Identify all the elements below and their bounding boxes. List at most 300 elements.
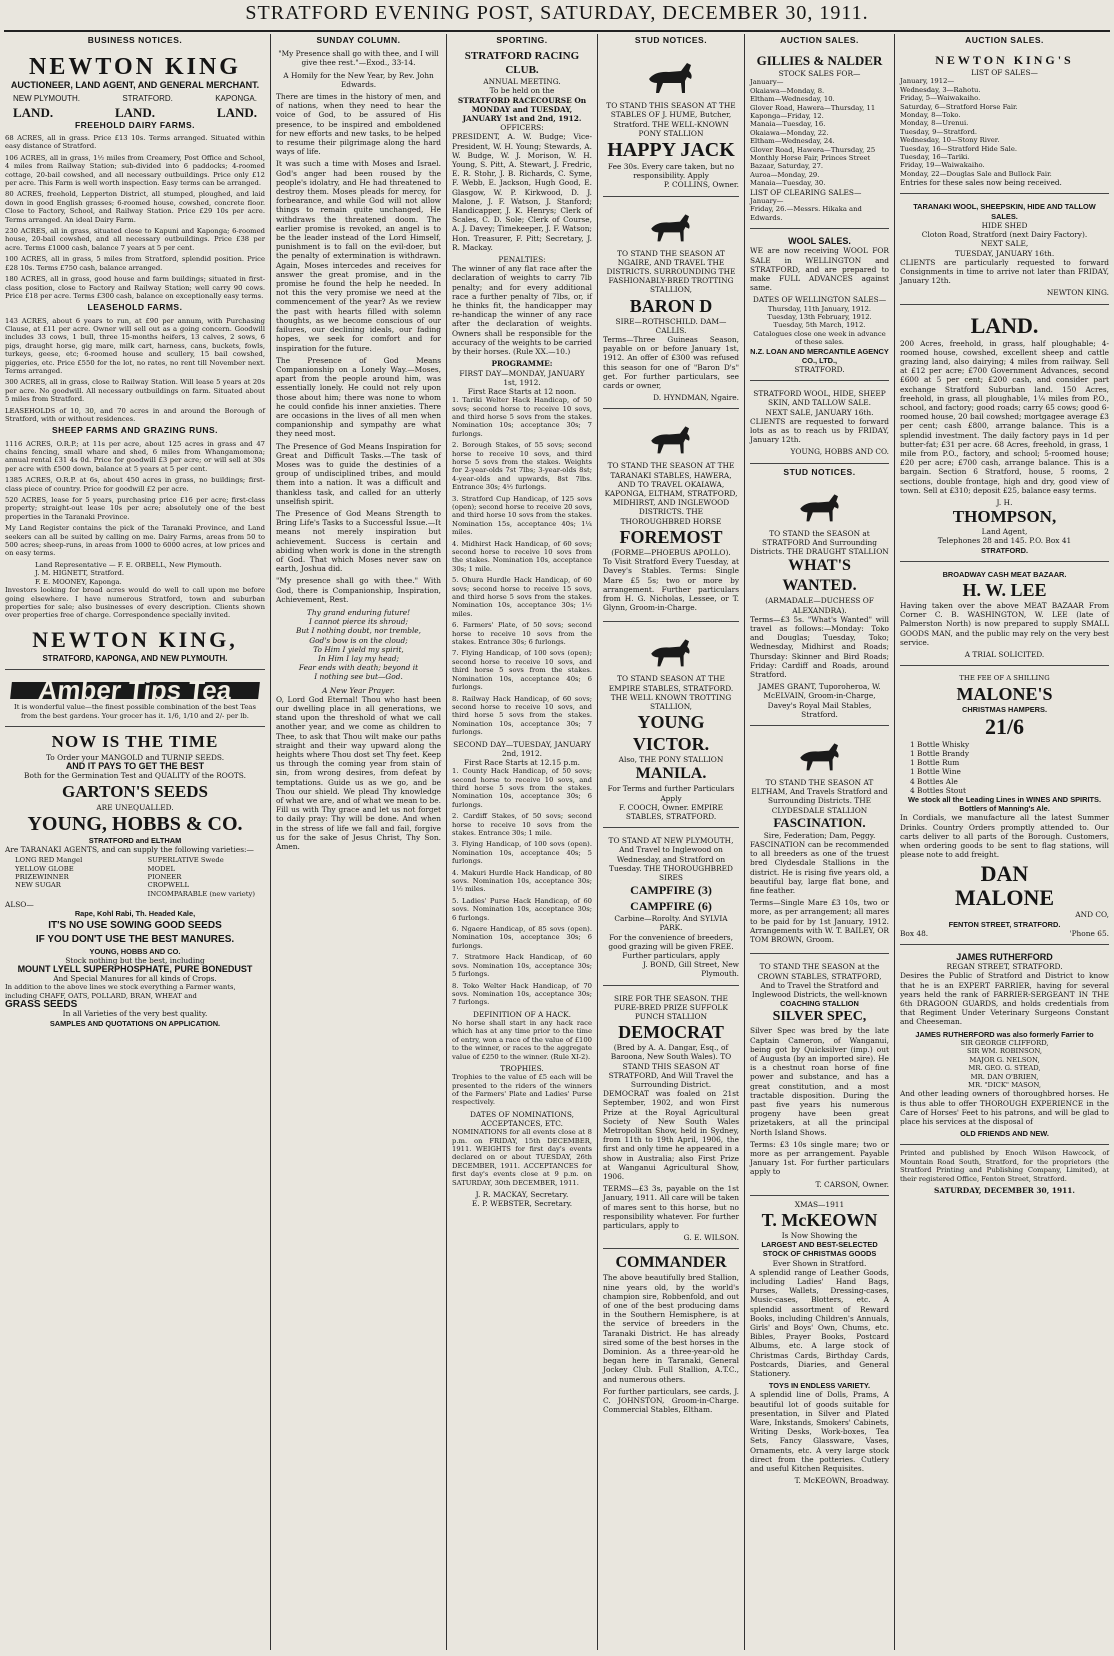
ad-headline: IF YOU DON'T USE THE BEST MANURES. xyxy=(35,933,235,945)
ad-headline: WOOL SALES. xyxy=(788,236,851,247)
ad-owner: P. COLLINS, Owner. xyxy=(663,180,739,190)
wool-sales-ad xyxy=(750,233,889,381)
column-auction-sales xyxy=(745,34,894,1650)
sale-date: Tuesday, 5th March, 1912. xyxy=(773,321,866,330)
race-entry: 7. Flying Handicap, of 100 sovs (open); second horse to receive 10 sovs, and third horse 5 sovs from the stakes. Nomination 10s, acceptance 40s; 6 furlongs. xyxy=(452,649,592,692)
column-sunday xyxy=(271,34,446,1650)
ad-line: JAMES RUTHERFORD was also formerly Farrier to xyxy=(915,1029,1094,1039)
client-name: MR. DAN O'BRIEN, xyxy=(970,1072,1039,1081)
ad-line: STOCK SALES FOR— xyxy=(778,69,861,79)
meeting-line: STRATFORD RACECOURSE On xyxy=(457,95,587,105)
advertiser-name: YOUNG, HOBBS & CO. xyxy=(27,812,243,835)
ad-intro: TO STAND THIS SEASON AT THE STABLES OF J. HUME, Butcher, Stratford. THE WELL-KNOWN PONY STALLION xyxy=(606,101,736,138)
race-entry: 6. Ngaere Handicap, of 85 sovs (open). Nomination 10s, acceptance 30s; 6 furlongs. xyxy=(452,925,592,950)
stallion-name: MANILA. xyxy=(635,765,707,783)
paragraph: The Presence of God Means Strength to Bring Life's Tasks to a Successful Issue.—It means not merely inspiration but achievement. Success is certain and abiding when work is done in the strength of God. That which Moses never saw on earth, Joshua did. xyxy=(276,508,441,574)
hamper-list xyxy=(910,740,1109,795)
officers-text: PRESIDENT, A. W. Budge; Vice-President, W. H. Young; Stewards, A. W. Budge, W. J. Morison, W. H. Young, S. Pitt, A. Stewart, J. Fredric, E. R. Stohr, J. B. Richards, C. Syme, F. Webb, E. Jackson, Hugh Good, E. Glasgow, W. P. Kirkwood, D. J. Malone, J. F. Watson, J. Stanford; Handicapper, J. K. Henrys; Clerk of Scales, C. D. Sole; Clerk of Course, A. J. Davey; Timekeeper, J. F. Watson; Hon. Treasurer, F. Pitt; Secretary, J. R. Mackay. xyxy=(452,132,592,252)
foremost-ad xyxy=(603,413,739,622)
seed-variety: LONG RED Mangel xyxy=(15,856,83,865)
ad-owner: G. E. WILSON. xyxy=(683,1233,739,1243)
listing: 1116 ACRES, O.R.P.; at 11s per acre, about 125 acres in grass and 47 chains fencing, small whare and shed, 6 miles from Whangamomona; annual rental £31 4s 0d. Price for goodwill £3 per acre; or will sell at 30s per acre with £500 down, balance at 5 years at 5 per cent. xyxy=(5,439,265,473)
ad-line: NEXT SALE, xyxy=(980,239,1029,249)
advertiser-name: THOMPSON, xyxy=(952,507,1057,527)
section-header: AUCTION SALES. xyxy=(965,35,1044,45)
hamper-item: 4 Bottles Ale xyxy=(910,776,958,786)
sale-item: Tuesday, 9—Stratford. xyxy=(900,127,977,136)
paragraph: It was such a time with Moses and Israel. God's anger had been roused by the people's idolatry, and He had threatened to destroy them. Moses pleads for mercy, for forbearance, and while God will not allow things to remain quite unchanged, He withdraws the threatened doom. The earlier promise is revoked, an angel is to be the leader instead of the Lord Himself, punishment is to fall on the evil-doer, but the penalty of extermination is withdrawn. Again, Moses intercedes and receives for answer the great promise, and in the promise he found the help he needed. In not this the very promise we need at the commencement of the year? As we review the past with hearts filled with solemn thoughts, as we become conscious of our failures, our declining ideals, our fading hopes, we seek for comfort and for inspiration for the future. xyxy=(276,159,441,353)
malone-hampers-ad xyxy=(900,670,1109,945)
ad-headline: BROADWAY CASH MEAT BAZAAR. xyxy=(942,569,1067,579)
advertiser-name: MALONE xyxy=(955,885,1054,911)
ad-body: WE are now receiving WOOL FOR SALE in WELLINGTON and STRATFORD, and are prepared to make FULL ADVANCES against same. xyxy=(750,246,889,293)
ad-line: LARGEST AND BEST-SELECTED xyxy=(761,1240,878,1250)
sale-item: Wednesday, 10—Stony River. xyxy=(900,136,1000,145)
ad-line: In addition to the above lines we stock everything a Farmer wants, including CHAFF, OATS, POLLARD, BRAN, WHEAT and xyxy=(5,983,236,1000)
seed-list xyxy=(148,856,255,898)
ad-line: Are TARANAKI AGENTS, and can supply the following varieties:— xyxy=(5,844,254,854)
ad-line: COACHING STALLION xyxy=(780,999,859,1009)
advertiser-name: NEWTON KING, xyxy=(32,626,238,652)
ad-intro: TO STAND THE SEASON AT ELTHAM, And Travels Stratford and Surrounding Districts. THE CLYDESDALE STALLION xyxy=(751,778,888,815)
ad-body: Desires the Public of Stratford and District to know that he is an EXPERT FARRIER, having for several years held the rank of FARRIER-SERGEANT IN THE 6th DRAGOON GUARDS, and holds credentials from that Regiment Under Veterinary Surgeons Constant and Cheeseman. xyxy=(900,971,1109,1027)
advertiser-tagline: AUCTIONEER, LAND AGENT, AND GENERAL MERCHANT. xyxy=(10,80,260,91)
ad-headline: IT'S NO USE SOWING GOOD SEEDS xyxy=(48,919,222,931)
column-auction-sales-2 xyxy=(895,34,1114,1650)
ad-intro: SIRE FOR THE SEASON. THE PURE-BRED PRIZE SUFFOLK PUNCH STALLION xyxy=(614,993,728,1021)
poem-line: I nothing see but—God. xyxy=(314,672,403,682)
stallion-name: COMMANDER xyxy=(615,1254,727,1272)
ad-owner: YOUNG, HOBBS AND CO. xyxy=(790,447,889,457)
meeting-line: JANUARY 1st and 2nd, 1912. xyxy=(462,114,582,124)
ad-intro: TO STAND THE SEASON AT NGAIRE, AND TRAVEL THE DISTRICTS. SURROUNDING THE FASHIONABLY-BRED TROTTING STALLION, xyxy=(606,248,736,295)
ad-terms: TERMS—£3 3s, payable on the 1st January, 1911. All care will be taken of mares sent to this horse, but no responsibility whatever. For further particulars, apply to xyxy=(603,1184,739,1231)
newton-king-ad xyxy=(5,49,265,670)
race-entry: 4. Midhirst Hack Handicap, of 60 sovs; second horse to receive 10 sovs from the stakes. Nomination 10s, acceptance 30s; 1 mile. xyxy=(452,539,592,573)
thompson-land-ad xyxy=(900,309,1109,562)
sale-item: Tuesday, 16—Tariki. xyxy=(900,153,970,162)
ad-body: And other leading owners of thoroughbred horses. He is thus able to offer THOROUGH EXPERIENCE in the Care of Horses' Feet to his patrons, and will be glad to place his services at the disposal of xyxy=(900,1089,1109,1126)
race-entry: 5. Ohura Hurdle Hack Handicap, of 60 sovs; second horse to receive 15 sovs, and third horse 5 sovs from the stakes. Nomination 10s, acceptance 30s; 1½ miles. xyxy=(452,576,592,618)
issue-date: SATURDAY, DECEMBER 30, 1911. xyxy=(934,1185,1075,1195)
club-name: STRATFORD RACING CLUB. xyxy=(464,50,580,77)
ad-line: Rape, Kohl Rabi, Th. Headed Kale, xyxy=(74,909,196,919)
ad-line: January— xyxy=(750,196,784,205)
ad-line: Stock nothing but the best, including xyxy=(65,955,205,965)
subsection-title: PENALTIES: xyxy=(498,255,546,265)
listing: LEASEHOLDS of 10, 30, and 70 acres in and around the Borough of Stratford, with or without residences. xyxy=(5,406,265,423)
article-title: A Homily for the New Year, by Rev. John Edwards. xyxy=(283,70,434,89)
masthead: STRATFORD EVENING POST, SATURDAY, DECEMBER 30, 1911. xyxy=(245,2,869,24)
ad-terms: To Visit Stratford Every Tuesday, at Davey's Stables. Terms: Single Mare £5 5s; two or more by arrangement. Further particulars from H. G. Nicholas, Lessee, or T. Glynn, Groom-in-Charge. xyxy=(603,557,739,613)
ad-line: Friday, 26.—Messrs. Hikaka and Edwards. xyxy=(750,205,862,222)
advertiser-locations: STRATFORD, KAPONGA, AND NEW PLYMOUTH. xyxy=(42,653,228,663)
horse-icon xyxy=(643,634,699,670)
ad-terms: Terms—Three Guineas Season, payable on or before January 1st, 1912. An offer of £300 was refused this season for one of "Baron D's" get. For further particulars, see cards or owner, xyxy=(603,335,739,391)
tea-banner: Amber Tips Tea xyxy=(10,682,260,699)
section-header: STUD NOTICES. xyxy=(634,35,708,45)
advertiser-name: DAN xyxy=(980,861,1029,887)
seed-variety: PRIZEWINNER xyxy=(15,872,69,881)
stallion-pedigree: Sire, Federation; Dam, Peggy. xyxy=(763,830,876,840)
mckeown-ad xyxy=(750,1200,889,1486)
race-entry: 4. Makuri Hurdle Hack Handicap, of 80 sovs. Nomination 10s, acceptance 30s; 1½ miles. xyxy=(452,868,592,894)
ad-headline: CHRISTMAS HAMPERS. xyxy=(962,704,1047,714)
contact-row xyxy=(900,929,1109,938)
ad-line: TUESDAY, JANUARY 16th. xyxy=(954,248,1055,258)
horse-icon xyxy=(641,57,701,97)
poem-line: In Him I lay my head; xyxy=(317,654,400,663)
hack-definition: No horse shall start in any hack race which has at any time prior to the time of entry, won a race of the value of £100 to the winner, or races to the aggregate value of £250 to the winner. (Rule XI-2). xyxy=(452,1018,592,1061)
ad-line: AND CO, xyxy=(1075,910,1109,920)
seed-variety: SUPERLATIVE Swede xyxy=(147,856,224,865)
ad-line: Carbine—Rorolty. And SYLVIA PARK. xyxy=(614,914,728,933)
happy-jack-ad xyxy=(603,49,739,196)
sale-item: Monday, 8—Toko. xyxy=(900,111,961,120)
stallion-pedigree: SIRE—ROTHSCHILD. DAM—CALLIS. xyxy=(615,316,727,335)
race-entry: 1. Tariki Welter Hack Handicap, of 50 sovs; second horse to receive 10 sovs, and third horse 5 sovs from the stakes. Nomination 10s; acceptance 30s; 7 furlongs. xyxy=(452,396,592,438)
section-header: STUD NOTICES. xyxy=(783,466,856,477)
silver-spec-ad xyxy=(750,958,889,1195)
seed-variety: YELLOW GLOBE xyxy=(15,864,74,873)
campfire-ad xyxy=(603,832,739,985)
ad-line: XMAS—1911 xyxy=(794,1199,845,1209)
commander-ad xyxy=(603,1253,739,1414)
advertiser-name: MALONE'S xyxy=(956,683,1053,704)
section-header: AUCTION SALES. xyxy=(780,35,859,45)
poem-line: To Him I yield my spirit, xyxy=(313,644,404,654)
po-box: Box 48. xyxy=(900,928,929,938)
listing: 180 ACRES, all in grass, good house and farm buildings; situated in first-class position, close to Factory and Railway Station; well carry 90 cows. Price £18 per acre. Terms £300 cash, balance on exceptionally easy terms. xyxy=(5,275,265,300)
ad-line: J. H. xyxy=(996,497,1013,507)
ad-line: LIST OF CLEARING SALES— xyxy=(750,187,862,197)
ad-line: (Bred by A. A. Dangar, Esq., of Baroona, New South Wales). TO STAND THIS SEASON AT STRATFORD, And Will Travel the Surrounding District. xyxy=(608,1043,734,1089)
paragraph: "My presence shall go with thee." With God, there is Companionship, Inspiration, Achievement, Rest. xyxy=(276,576,441,604)
subsection-title: PROGRAMME: xyxy=(491,359,553,369)
land-word: LAND. xyxy=(114,104,156,120)
race-entry: 7. Stratmore Hack Handicap, of 60 sovs. Nomination 10s, acceptance 30s; 5 furlongs. xyxy=(452,953,592,979)
tea-tagline: It is wonderful value—the finest possible combination of the best Teas from the best gardens. Your grocer has it. 1/6, 1/10 and 2/- per lb. xyxy=(14,703,256,720)
stallion-name: FOREMOST xyxy=(619,526,723,547)
ad-line: AND IT PAYS TO GET THE BEST xyxy=(65,761,205,772)
ad-body: CLIENTS are requested to forward lots as as to reach us by FRIDAY, January 12th. xyxy=(750,416,889,445)
client-name: SIR WM. ROBINSON, xyxy=(966,1047,1043,1056)
listing: 230 ACRES, all in grass, situated close to Kapuni and Kaponga; 6-roomed house, 20-bail cowshed, and all necessary outbuildings. Price £38 per acre. Terms £1000 cash, balance 7 years at 5 per cent. xyxy=(5,227,265,252)
race-entry: 2. Cardiff Stakes, of 50 sovs; second horse to receive 10 sovs from the stakes. Entrance 30s; 1 mile. xyxy=(452,812,592,837)
ad-owner: T. CARSON, Owner. xyxy=(815,1179,889,1189)
meeting-title: ANNUAL MEETING. xyxy=(483,77,561,87)
poem-line: Thy grand enduring future! xyxy=(306,607,411,617)
seed-varieties xyxy=(15,856,255,898)
stallion-name: YOUNG VICTOR. xyxy=(632,712,710,755)
poem-line: I cannot pierce its shroud; xyxy=(309,617,408,627)
section-header: SUNDAY COLUMN. xyxy=(316,35,401,45)
start-time: First Race Starts at 12.15 p.m. xyxy=(464,757,580,767)
ad-owner: JAMES GRANT, Tuporoheroa, W. McELVAIN, Groom-in-Charge, Davey's Royal Mail Stables, Stratford. xyxy=(758,682,881,719)
sale-item: Friday, 19—Waiwakaiho. xyxy=(900,161,985,170)
race-entry: 8. Railway Hack Handicap, of 60 sovs; second horse to receive 10 sovs, and third horse 5 sovs from the stakes. Nomination 10s, acceptance 30s; 7 furlongs. xyxy=(452,694,592,737)
section-header: BUSINESS NOTICES. xyxy=(87,35,183,45)
advertiser-name: N.Z. LOAN AND MERCANTILE AGENCY CO., LTD., xyxy=(750,346,889,365)
stallion-name: HAPPY JACK xyxy=(607,139,735,162)
ad-body: A splendid range of Leather Goods, including Ladies' Hand Bags, Purses, Wallets, Dressing-cases, Music-cases, Blotters, etc. A splendid assortment of Reward Books, including Children's Annuals, Girls' and Boys' Own, Chums, etc. Bibles, Prayer Books, Postcard Albums, etc. A large stock of Christmas Cards, Birthday Cards, Postcards, Diaries, and General Stationery. xyxy=(750,1267,889,1379)
democrat-ad xyxy=(603,990,739,1250)
ad-line: STRATFORD. xyxy=(980,545,1029,555)
penalties-text: The winner of any flat race after the declaration of weights to carry 7lb penalty; and for every additional race a further penalty of 7lbs, or, if he thinks fit, the handicapper may re-handicap the winner of any race after the declaration of weights. Owners shall be responsible for the accuracy of the weights to be carried by their horses. (Rule XX.—10.) xyxy=(452,264,593,357)
seed-variety: NEW SUGAR xyxy=(15,881,61,890)
ad-line: SAMPLES AND QUOTATIONS ON APPLICATION. xyxy=(49,1018,221,1028)
prayer-title: A New Year Prayer. xyxy=(322,685,395,695)
ad-line: YOUNG, HOBBS AND CO. xyxy=(89,946,181,956)
client-name: MAJOR G. NELSON, xyxy=(969,1055,1040,1064)
ad-line: Both for the Germination Test and QUALITY of the ROOTS. xyxy=(24,771,246,781)
day-title: FIRST DAY—MONDAY, JANUARY 1st, 1912. xyxy=(459,368,585,387)
ad-line: Is Now Showing the xyxy=(781,1230,858,1240)
ad-line: ALSO— xyxy=(5,900,34,910)
representative: Land Representative — F. E. ORBELL, New Plymouth. xyxy=(35,560,222,569)
secretary-signature: E. P. WEBSTER, Secretary. xyxy=(471,1199,573,1209)
land-banner xyxy=(13,104,257,120)
sale-list xyxy=(900,77,1109,178)
ad-line: STRATFORD. xyxy=(794,364,845,374)
sale-item: Eltham—Wednesday, 10. xyxy=(750,95,835,104)
subsection-title: FREEHOLD DAIRY FARMS. xyxy=(74,119,196,130)
ad-line: OLD FRIENDS AND NEW. xyxy=(960,1129,1049,1139)
day-title: SECOND DAY—TUESDAY, JANUARY 2nd, 1912. xyxy=(453,739,591,758)
ad-line: THE FEE OF A SHILLING xyxy=(959,674,1050,683)
poem-line: Fear ends with death; beyond it xyxy=(298,663,419,673)
ad-line: DATES OF WELLINGTON SALES— xyxy=(752,295,887,305)
advertiser-name: NEWTON KING'S xyxy=(935,53,1074,68)
baron-d-ad xyxy=(603,201,739,410)
ad-body: A splendid line of Dolls, Prams, A beautiful lot of goods suitable for presentation, in Silver and Plated Ware, Inkstands, Smokers' Cabinets, Writing Desks, Work-boxes, Tea Sets, Fancy Glassware, Vases, Ornaments, etc. A very large stock direct from the potteries. Cutlery and useful Kitchen Requisites. xyxy=(750,1390,889,1474)
ad-body: Having taken over the above MEAT BAZAAR From Corner C. B. WASHINGTON, W. LEE (late of Palmerston North) is now prepared to supply SMALL GOODS MAN, and the public may rely on the very best service. xyxy=(900,600,1109,647)
ad-body: In Cordials, we manufacture all the latest Summer Drinks. Country Orders promptly attended to. Our carts deliver to all parts of the Borough. Customers, when ordering goods to be sent to flag stations, will please note to add freight. xyxy=(900,813,1109,860)
investors-text: Investors looking for broad acres would do well to call upon me before going elsewhere. I have numerous Stratford, town and suburban properties for sale; also businesses of every description. Clients shown over properties free of charge. Correspondence specially invited. xyxy=(5,586,265,620)
newton-king-sales-ad xyxy=(900,49,1109,194)
ad-body: The above beautifully bred Stallion, nine years old, by the world's champion sire, Robbenfold, and out of one of the best producing dams in the Southern Hemisphere, is at the service of breeders in the Taranaki District. He has already sired some of the best horses in the Dominion. As a three-year-old he began here in Taranaki, General Jockey Club. Full Stallion, A.T.C., and numerous others. xyxy=(603,1273,739,1384)
meeting-line: To be held on the xyxy=(489,86,555,96)
ad-intro: TO STAND the SEASON at STRATFORD And Surrounding Districts. THE DRAUGHT STALLION xyxy=(750,528,889,557)
sale-item: Saturday, 6—Stratford Horse Fair. xyxy=(900,102,1018,111)
listing: 106 ACRES, all in grass, 1½ miles from Creamery, Post Office and School, 4 miles from Railway Station; sub-divided into 6 paddocks; 4-roomed cottage, 20-bail cowshed, and all necessary outbuildings. Price only £12 per acre. This Farm is well worth inspection. Easy terms can be arranged. xyxy=(5,153,265,188)
column-stud-notices xyxy=(598,34,744,1650)
ad-terms: For the convenience of breeders, good grazing will be given FREE. Further particulars, apply xyxy=(608,932,734,960)
stallion-name: BARON D xyxy=(629,295,713,316)
sale-item: Manaia—Tuesday, 16. xyxy=(750,120,826,129)
ad-body: 200 Acres, freehold, in grass, half ploughable; 4-roomed house, cowshed, excellent sheep and cattle grazing land, also dairying; 4 miles from railway. Sell at £12 per acre; £700 Government Advances, second £600 at 5 per cent; £200 cash, and consider part exchange Stratford Suburban land. 150 Acres, freehold, in grass, all ploughable, 1¼ miles from P.O., school, and factory; good roads; carry 65 cows; good 6-roomed house, 20 bail cowshed; mortgagee average £3 per cent; cash £800, arrange balance. This is a splendid investment. The daily factory pays in 1d per butter-fat; £31 per acre. 68 Acres, freehold, in grass, 1 mile from P.O., factory, and school; 5-roomed house; £20 per acre; £700 cash, arrange balance. This is a bargain. Section 6 Stratford, house, 5 rooms, 2 sections, double frontage, high and dry, good view of town. Sell at £310; deposit £25, balance easy terms. xyxy=(900,338,1109,495)
race-entry: 8. Toko Welter Hack Handicap, of 70 sovs. Nomination 10s, acceptance 30s; 7 furlongs. xyxy=(452,981,592,1007)
start-time: First Race Starts at 12 noon. xyxy=(467,386,577,396)
sale-item: January— xyxy=(750,78,784,87)
ad-line: Ever Shown in Stratford. xyxy=(772,1258,867,1268)
sale-item: Tuesday, 16—Stratford Hide Sale. xyxy=(900,144,1018,153)
ad-terms: For further particulars, see cards, J. C. JOHNSTON, Groom-in-Charge. Commercial Stables, Eltham. xyxy=(603,1386,739,1415)
ad-intro: TO STAND AT NEW PLYMOUTH, And Travel to Inglewood on Wednesday, and Stratford on Tuesday. THE THOROUGHBRED SIRES xyxy=(608,836,734,882)
ad-headline: GARTON'S SEEDS xyxy=(61,781,208,801)
sale-item: Okaiawa—Monday, 22. xyxy=(750,128,829,137)
subsection-title: LEASEHOLD FARMS. xyxy=(87,302,183,313)
masthead-rule xyxy=(4,30,1110,32)
ad-line: TOYS IN ENDLESS VARIETY. xyxy=(768,1381,871,1391)
listing: 80 ACRES, freehold, Lepperton District, all stumped, ploughed, and laid down in good English grasses; 6-roomed house, cowshed, concrete floor. Close to Factory, School, and Railway Station. Price £29 10s per acre. Terms arranged. An ideal Dairy Farm. xyxy=(5,190,265,224)
listing: 520 ACRES, lease for 5 years, purchasing price £16 per acre; first-class property; straight-out lease 10s per acre; absolutely one of the best properties in the Taranaki Province. xyxy=(5,496,265,521)
stallion-name: WHAT'S WANTED. xyxy=(782,557,857,595)
printer-imprint: Printed and published by Enoch Wilson Hawcock, of Mountain Road South, Stratford, for the proprietors (the Stratford Printing and Publishing Company, Limited), at their registered Office, Fenton Street, Stratford. xyxy=(900,1149,1109,1183)
epigraph: "My Presence shall go with thee, and I will give thee rest."—Exod., 33-14. xyxy=(278,49,439,68)
ad-owner: J. BOND, Gill Street, New Plymouth. xyxy=(642,960,739,979)
ad-body: CLIENTS are particularly requested to forward Consignments in time to arrive not later than FRIDAY, January 12th. xyxy=(900,257,1109,286)
sale-item: January, 1912— xyxy=(900,77,955,86)
seed-list xyxy=(15,856,82,898)
hamper-item: 1 Bottle Whisky xyxy=(910,739,970,749)
ad-terms: Terms—£3 5s. "What's Wanted" will travel as follows:—Monday: Toko and Douglas; Tuesday, Toko; Wednesday, Midhirst and Roads; Thursday: Skinner and Bird Roads; Friday: Cardiff and Roads, around Stratford. xyxy=(750,614,889,680)
hamper-price: 21/6 xyxy=(984,713,1025,739)
ad-headline: LAND. xyxy=(970,312,1039,338)
race-entry: 3. Stratford Cup Handicap, of 125 sovs (open); second horse to receive 20 sovs, and third horse 10 sovs from the stakes. Nomination 15s, acceptance 40s; 1¼ miles. xyxy=(452,494,592,537)
representative: F. E. MOONEY, Kaponga. xyxy=(35,577,122,586)
client-list xyxy=(900,1039,1109,1089)
ad-headline: GRASS SEEDS xyxy=(5,999,78,1011)
seed-variety: CROPWELL xyxy=(147,881,189,890)
ad-terms: Terms: £3 10s single mare; two or more as per arrangement. Payable January 1st. For further particulars apply to xyxy=(750,1139,889,1177)
trophies-text: Trophies to the value of £5 each will be presented to the riders of the winners of the Farmers' Plate and Ladies' Purse respectively. xyxy=(452,1073,592,1107)
race-entry: 6. Farmers' Plate, of 50 sovs; second horse to receive 10 sovs from the stakes. Entrance 30s; 6 furlongs. xyxy=(452,621,592,647)
sale-item: Wednesday, 3—Rahotu. xyxy=(900,85,981,94)
listing: 1385 ACRES, O.R.P. at 6s, about 450 acres in grass, no buildings; first-class piece of country. Price for goodwill £2 per acre. xyxy=(5,476,265,493)
young-victor-ad xyxy=(603,626,739,828)
listing: 68 ACRES, all in grass. Price £13 10s. Terms arranged. Situated within easy distance of Stratford. xyxy=(5,134,265,151)
dates-text: NOMINATIONS for all events close at 8 p.m. on FRIDAY, 15th DECEMBER, 1911. WEIGHTS for first day's events declared on or about TUESDAY, 26th DECEMBER, 1911. ACCEPTANCES for first day's events close at 9 p.m. on SATURDAY, 30th DECEMBER, 1911. xyxy=(452,1128,592,1187)
client-name: MR. GEO. G. STEAD, xyxy=(968,1064,1041,1073)
ad-owner: F. COOCH, Owner. EMPIRE STABLES, STRATFORD. xyxy=(619,802,723,821)
sale-item: Monday, 22—Douglas Sale and Bullock Fair. xyxy=(900,169,1052,178)
listing: 100 ACRES, all in grass, 5 miles from Stratford, splendid position. Price £28 10s. Terms £750 cash, balance arranged. xyxy=(5,255,265,272)
ad-line: Entries for these sales now being received. xyxy=(900,178,1062,188)
poem xyxy=(276,608,441,682)
sale-item: Friday, 5—Waiwakaiho. xyxy=(900,94,981,103)
hamper-item: 1 Bottle Brandy xyxy=(910,749,969,759)
ad-line: In all Varieties of the very best quality. xyxy=(62,1009,208,1019)
ad-line: STRATFORD and ELTHAM xyxy=(88,835,182,845)
listing: 143 ACRES, about 6 years to run, at £90 per annum, with Purchasing Clause, at £11 per acre. Owner will sell out as a going concern. Goodwill includes 33 cows, 1 bull, three 15-months heifers, 13 calves, 2 sows, 6 pigs, draught horse, gig mare, milk cart, harness, cans, buckets, fowls, turkeys, geese, etc; 6-roomed house and scullery, 15 bail cowshed, piggeries, etc. Price £550 for the lot, no rates, no rent till November next. Terms arranged. xyxy=(5,316,265,375)
sale-item: Monday, 8—Urenui. xyxy=(900,119,969,128)
advertiser-name: H. W. LEE xyxy=(962,579,1047,600)
ad-owner: NEWTON KING. xyxy=(1046,288,1109,298)
ad-body: FASCINATION can be recommended to all breeders as one of the truest bred Clydesdale Stallions in the district. He is rising five years old, a beautiful bay, large flat bone, and fine feather. xyxy=(750,840,889,896)
sale-item: Okaiawa—Monday, 8. xyxy=(750,86,825,95)
phone-number: 'Phone 65. xyxy=(1069,928,1109,938)
hamper-item: 1 Bottle Wine xyxy=(910,767,961,777)
hw-lee-ad xyxy=(900,566,1109,666)
sale-date: Thursday, 11th January, 1912. xyxy=(767,304,872,313)
stallion-name: DEMOCRAT xyxy=(618,1022,724,1043)
ad-intro: TO STAND SEASON AT THE EMPIRE STABLES, STRATFORD. THE WELL KNOWN TROTTING STALLION, xyxy=(608,674,734,711)
subsection-title: TROPHIES. xyxy=(500,1063,544,1073)
seed-variety: MODEL xyxy=(147,864,175,873)
gillies-nalder-ad xyxy=(750,49,889,229)
sale-date: Tuesday, 13th February, 1912. xyxy=(767,312,872,321)
ad-line: REGAN STREET, STRATFORD. xyxy=(946,962,1063,972)
stallion-pedigree: (FORME—PHOEBUS APOLLO). xyxy=(611,547,731,557)
advertiser-name: GILLIES & NALDER xyxy=(756,53,883,69)
poem-line: God's bow is on the cloud; xyxy=(309,635,408,645)
ad-line: LIST OF SALES— xyxy=(971,68,1038,78)
branch: NEW PLYMOUTH. xyxy=(13,94,80,104)
subsection-title: DEFINITION OF A HACK. xyxy=(472,1009,571,1019)
ad-line: A TRIAL SOLICITED. xyxy=(964,650,1045,659)
ad-terms: For Terms and further Particulars Apply xyxy=(607,784,735,803)
ad-intro: TO STAND THE SEASON at the CROWN STABLES, STRATFORD, And to Travel the Stratford and Inglewood Districts, the well-known xyxy=(751,962,888,999)
ad-body: Silver Spec was bred by the late Captain Cameron, of Wanganui, being got by Quicksilver (imp.) out of Augusta (by an imported sire). He is a chestnut roan horse of fine power and substance, and has a great constitution, and a most tractable disposition. During the past five years his numerous progeny have been great prizetakers, at all the principal North Island Shows. xyxy=(750,1026,889,1137)
ad-line: FENTON STREET, STRATFORD. xyxy=(948,919,1061,929)
seed-variety: PIONEER xyxy=(147,872,182,881)
sale-item: Auroa—Monday, 29. xyxy=(750,170,820,179)
horse-icon xyxy=(792,738,848,774)
stallion-pedigree: (ARMADALE—DUCHESS OF ALEXANDRA). xyxy=(765,596,874,615)
hamper-item: 4 Bottles Stout xyxy=(910,785,966,795)
sale-list xyxy=(750,78,889,187)
race-entry: 1. County Hack Handicap, of 50 sovs; second horse to receive 10 sovs, and third horse 5 sovs from the stakes. Nomination 10s, acceptance 30s; 6 furlongs. xyxy=(452,767,592,809)
young-hobbs-seeds-ad xyxy=(5,731,265,1028)
branch: STRATFORD. xyxy=(122,94,173,104)
ad-line: Also, THE PONY STALLION xyxy=(618,755,724,765)
advertiser-name: NEWTON KING xyxy=(29,54,241,81)
ad-line: NEXT SALE, JANUARY 16th. xyxy=(765,407,874,417)
ad-line: Bottlers of Manning's Ale. xyxy=(959,804,1050,814)
stallion-name: FASCINATION. xyxy=(773,814,866,830)
ad-headline: TARANAKI WOOL, SHEEPSKIN, HIDE AND TALLOW SALES. xyxy=(913,202,1096,221)
ad-line: Catalogues close one week in advance of these sales. xyxy=(753,329,886,347)
fascination-ad xyxy=(750,730,889,954)
ad-line: ARE UNEQUALLED. xyxy=(96,802,174,812)
stallion-name: SILVER SPEC, xyxy=(772,1009,867,1025)
listing: 300 ACRES, all in grass, close to Railway Station. Will lease 5 years at 20s per acre. No goodwill. All necessary outbuildings on farm. Situated about 5 miles from Stratford. xyxy=(5,378,265,404)
land-word: LAND. xyxy=(13,104,54,120)
ad-owner: T. McKEOWN, Broadway. xyxy=(794,1476,889,1486)
meeting-details xyxy=(452,86,592,123)
ad-line: And Special Manures for all kinds of Crops. xyxy=(53,974,217,984)
race-entry: 3. Flying Handicap, of 100 sovs (open). Nomination 10s, acceptance 40s; 5 furlongs. xyxy=(452,840,592,866)
wool-sheepskin-ad xyxy=(900,198,1109,304)
client-name: MR. "DICK" MASON, xyxy=(968,1080,1041,1089)
poem-line: But I nothing doubt, nor tremble, xyxy=(295,626,422,636)
representatives xyxy=(35,561,265,586)
horse-icon xyxy=(643,421,699,457)
meeting-line: MONDAY and TUESDAY, xyxy=(471,104,573,114)
secretary-signature: J. R. MACKAY, Secretary. xyxy=(475,1190,569,1200)
sale-item: Glover Road, Hawera—Thursday, 25 xyxy=(750,145,876,154)
whats-wanted-ad xyxy=(750,481,889,726)
subsection-title: DATES OF NOMINATIONS, ACCEPTANCES, ETC. xyxy=(469,1109,575,1128)
section-header: SPORTING. xyxy=(496,35,548,45)
ad-line: We stock all the Leading Lines in WINES AND SPIRITS. xyxy=(907,795,1101,805)
hamper-item: 1 Bottle Rum xyxy=(910,758,960,768)
subsection-title: SHEEP FARMS AND GRAZING RUNS. xyxy=(51,425,219,436)
ad-terms: Fee 30s. Every care taken, but no responsibility. Apply xyxy=(607,162,735,181)
land-word: LAND. xyxy=(216,104,257,120)
race-entry: 2. Borough Stakes, of 55 sovs; second horse to receive 10 sovs, and third horse 5 sovs from the stakes. Weights for 2-year-olds 7st 7lbs; 3-year-olds 8st; 4-year-olds and upwards, 8st 7lbs. Entrance 30s; 4½ furlongs. xyxy=(452,441,592,492)
ad-terms: Terms—Single Mare £3 10s, two or more, as per arrangement; all mares to be paid for by 1st January, 1912. Arrangements with W. T. BAILEY, OR TOM BROWN, Groom. xyxy=(750,898,889,945)
stallion-name: CAMPFIRE (3) CAMPFIRE (6) xyxy=(630,883,712,914)
sale-item: Glover Road, Hawera—Thursday, 11 xyxy=(750,103,876,112)
seed-variety: INCOMPARABLE (new variety) xyxy=(147,889,255,898)
advertiser-name: JAMES RUTHERFORD xyxy=(956,952,1053,963)
branch-list xyxy=(13,94,257,103)
horse-icon xyxy=(643,209,699,245)
ad-line: To Order your MANGOLD and TURNIP SEEDS. xyxy=(45,752,225,762)
rutherford-ad xyxy=(900,949,1109,1145)
